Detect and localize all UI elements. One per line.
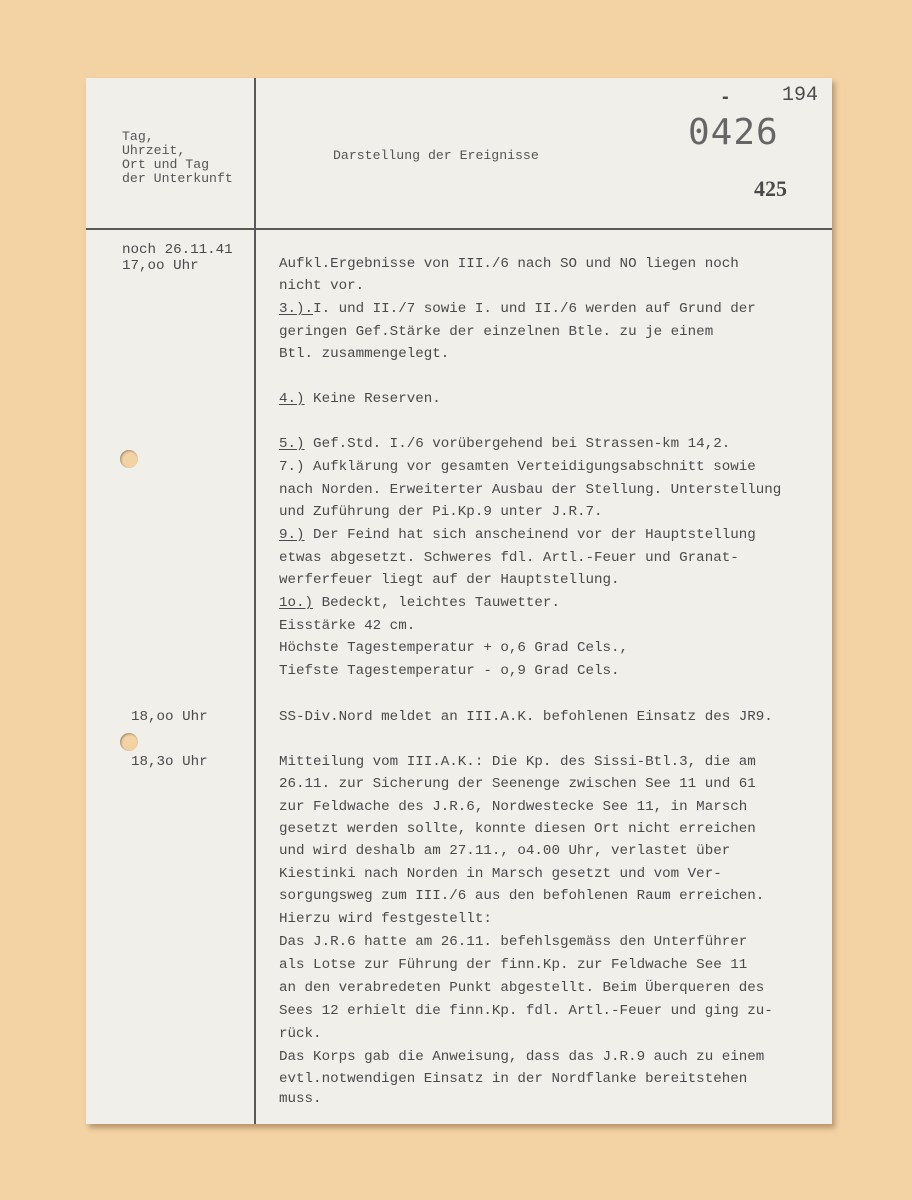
entry2-time: 18,oo Uhr (131, 709, 208, 725)
body-line: und Zuführung der Pi.Kp.9 unter J.R.7. (279, 504, 603, 520)
body-line: evtl.notwendigen Einsatz in der Nordflanke bereitstehen (279, 1071, 748, 1087)
item-number-10: 1o.) (279, 595, 314, 611)
body-line: Kiestinki nach Norden in Marsch gesetzt und vom Ver- (279, 866, 722, 882)
body-line: rück. (279, 1026, 322, 1042)
body-line: Hierzu wird festgestellt: (279, 911, 492, 927)
item-number-4: 4.) (279, 391, 305, 407)
entry1-date: noch 26.11.41 (122, 242, 233, 258)
body-line: 1o.) Bedeckt, leichtes Tauwetter. (279, 595, 560, 611)
body-line: 4.) Keine Reserven. (279, 391, 441, 407)
body-line: 7.) Aufklärung vor gesamten Verteidigungsabschnitt sowie (279, 459, 756, 475)
body-line: Das Korps gab die Anweisung, dass das J.R.9 auch zu einem (279, 1049, 765, 1065)
body-line: 3.).I. und II./7 sowie I. und II./6 werden auf Grund der (279, 301, 756, 317)
body-line: zur Feldwache des J.R.6, Nordwestecke See 11, in Marsch (279, 799, 748, 815)
body-line: sorgungsweg zum III./6 aus den befohlenen Raum erreichen. (279, 888, 765, 904)
item-number-9: 9.) (279, 527, 305, 543)
header-label-tag: Tag, (122, 129, 154, 144)
page-number-bottom: 425 (754, 176, 787, 201)
body-line: Tiefste Tagestemperatur - o,9 Grad Cels. (279, 663, 620, 679)
header-label-unterkunft: der Unterkunft (122, 171, 233, 186)
page-number-top: 194 (782, 84, 819, 107)
punch-hole-upper (120, 450, 138, 468)
body-line: muss. (279, 1091, 322, 1107)
body-line: werferfeuer liegt auf der Hauptstellung. (279, 572, 620, 588)
body-line: nach Norden. Erweiterter Ausbau der Stellung. Unterstellung (279, 482, 782, 498)
body-line: nicht vor. (279, 278, 365, 294)
header-divider (86, 228, 832, 230)
header-label-uhrzeit: Uhrzeit, (122, 143, 186, 158)
body-line: Höchste Tagestemperatur + o,6 Grad Cels., (279, 640, 629, 656)
body-line: Aufkl.Ergebnisse von III./6 nach SO und NO liegen noch (279, 256, 739, 272)
body-line: 26.11. zur Sicherung der Seenenge zwischen See 11 und 61 (279, 776, 756, 792)
body-line: 5.) Gef.Std. I./6 vorübergehend bei Strassen-km 14,2. (279, 436, 731, 452)
column-divider (254, 78, 256, 1124)
body-line: SS-Div.Nord meldet an III.A.K. befohlenen Einsatz des JR9. (279, 709, 773, 725)
body-line: Das J.R.6 hatte am 26.11. befehlsgemäss den Unterführer (279, 934, 748, 950)
item-number-3: 3.). (279, 301, 314, 317)
body-line: geringen Gef.Stärke der einzelnen Btle. zu je einem (279, 324, 714, 340)
body-line: Eisstärke 42 cm. (279, 618, 416, 634)
body-line: Sees 12 erhielt die finn.Kp. fdl. Artl.-Feuer und ging zu- (279, 1003, 773, 1019)
body-line: an den verabredeten Punkt abgestellt. Beim Überqueren des (279, 980, 765, 996)
body-line: als Lotse zur Führung der finn.Kp. zur Feldwache See 11 (279, 957, 748, 973)
body-line: gesetzt werden sollte, konnte diesen Ort nicht erreichen (279, 821, 756, 837)
header-label-ort: Ort und Tag (122, 157, 210, 172)
page-mark: - (722, 86, 729, 108)
body-line: 9.) Der Feind hat sich anscheinend vor der Hauptstellung (279, 527, 756, 543)
punch-hole-lower (120, 733, 138, 751)
body-line: Btl. zusammengelegt. (279, 346, 450, 362)
body-line: etwas abgesetzt. Schweres fdl. Artl.-Feuer und Granat- (279, 550, 739, 566)
stamp-number: 0426 (688, 112, 779, 153)
entry3-time: 18,3o Uhr (131, 754, 208, 770)
entry1-time: 17,oo Uhr (122, 258, 199, 274)
header-center-label: Darstellung der Ereignisse (333, 148, 539, 163)
item-number-5: 5.) (279, 436, 305, 452)
body-line: Mitteilung vom III.A.K.: Die Kp. des Sissi-Btl.3, die am (279, 754, 756, 770)
body-line: und wird deshalb am 27.11., o4.00 Uhr, verlastet über (279, 843, 731, 859)
